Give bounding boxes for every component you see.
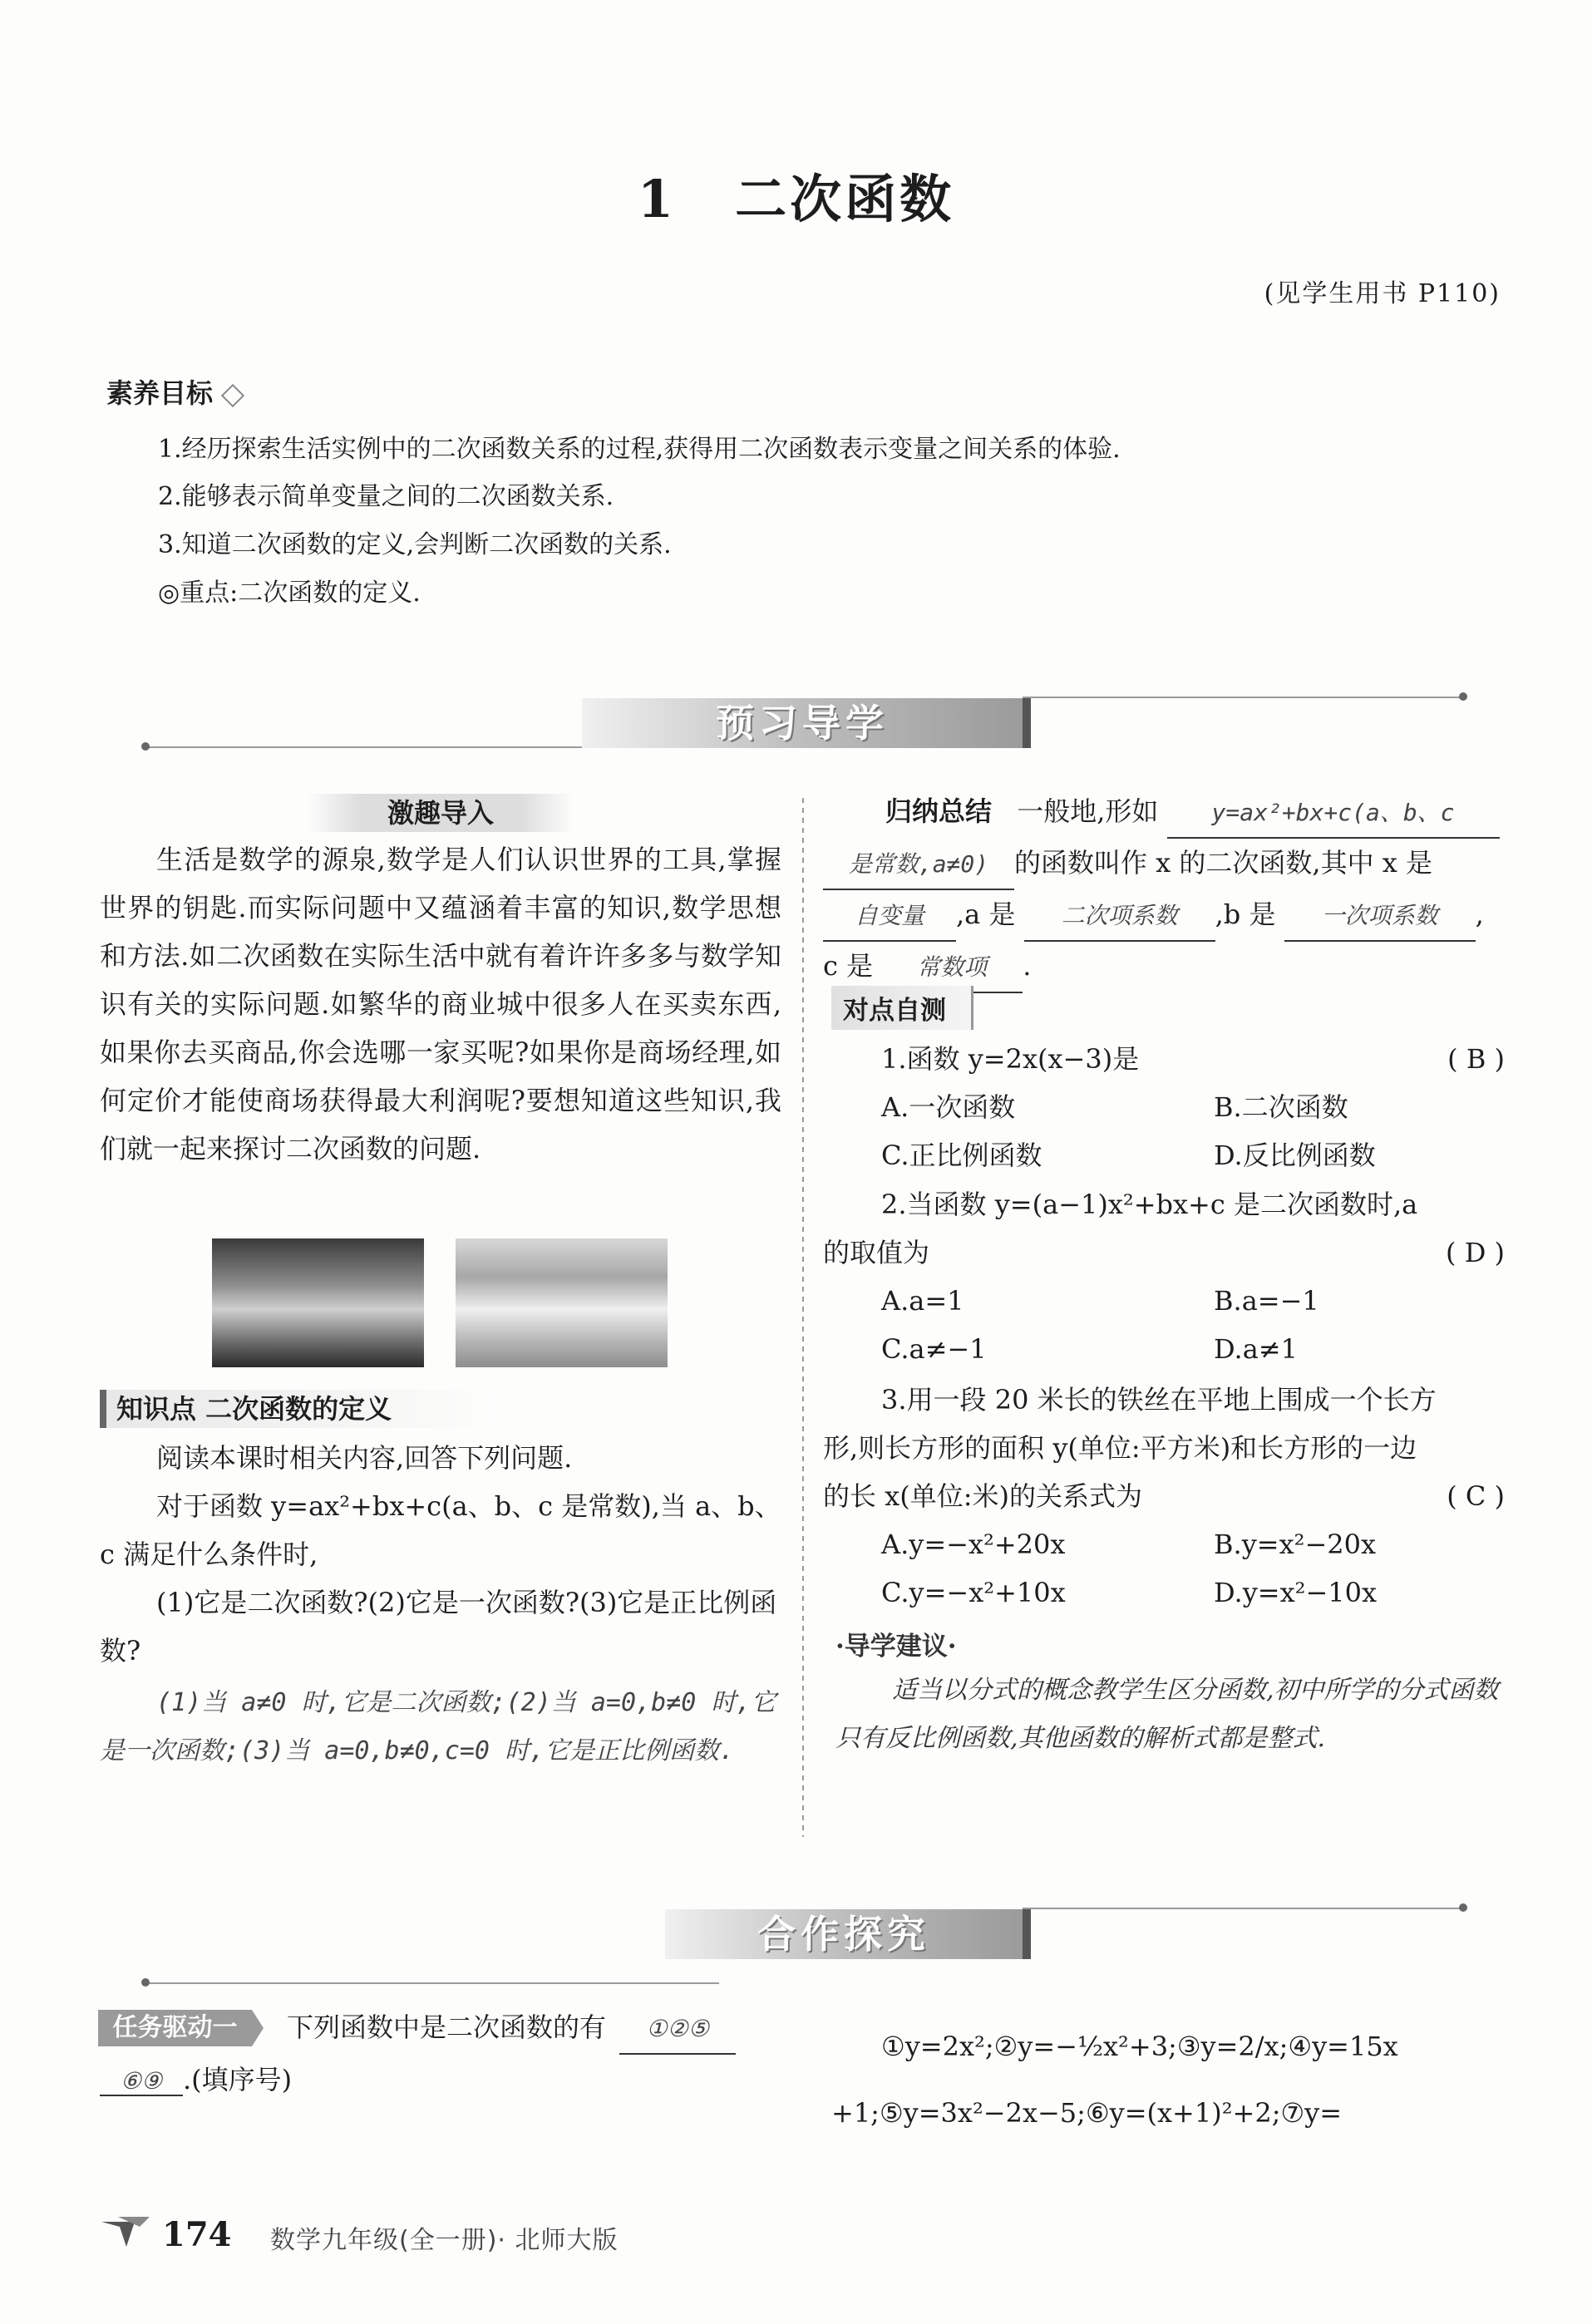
knowledge-heading: 知识点 二次函数的定义 [100, 1390, 499, 1428]
question-1 [823, 1035, 1505, 1179]
option: A.y=−x²+20x [881, 1529, 1066, 1560]
option: B.二次函数 [1214, 1091, 1348, 1123]
question-answer: ( D ) [1446, 1237, 1505, 1268]
banner-line-left [145, 1982, 719, 1984]
summary-heading: 归纳总结 [885, 795, 993, 827]
column-separator [802, 798, 804, 1837]
option: D.y=x²−10x [1214, 1577, 1378, 1608]
knowledge-line: (1)它是二次函数?(2)它是一次函数?(3)它是正比例函数? [100, 1587, 777, 1667]
option: A.一次函数 [881, 1091, 1016, 1123]
summary-text: c 是 [823, 950, 874, 982]
summary-blank: 自变量 [823, 892, 956, 942]
task-answer-blank: ⑥⑨ [100, 2067, 183, 2096]
task-answer-blank: ①②⑤ [619, 2005, 736, 2055]
summary-blank: 是常数,a≠0) [823, 840, 1014, 890]
knowledge-line: 对于函数 y=ax²+bx+c(a、b、c 是常数),当 a、b、c 满足什么条件时, [100, 1490, 781, 1570]
goals-heading-label: 素养目标 [106, 377, 214, 409]
explore-banner: 合作探究 [665, 1909, 1031, 1959]
banner-dot [1459, 1903, 1467, 1912]
goal-focus: ◎重点:二次函数的定义. [158, 579, 421, 608]
function-list [831, 2013, 1509, 2146]
question-stem: 1.函数 y=2x(x−3)是 [881, 1043, 1140, 1075]
selftest-heading: 对点自测 [831, 986, 973, 1030]
banner-dot [141, 1978, 150, 1987]
page-title [0, 158, 1592, 232]
goal-item: 3.知道二次函数的定义,会判断二次函数的关系. [158, 530, 672, 559]
option: D.反比例函数 [1214, 1140, 1376, 1171]
question-3 [823, 1376, 1505, 1617]
summary-text: 一般地,形如 [1017, 795, 1159, 827]
option: A.a=1 [881, 1285, 964, 1317]
mall-photo-left [212, 1238, 424, 1367]
question-stem: 3.用一段 20 米长的铁丝在平地上围成一个长方 [881, 1384, 1437, 1416]
question-answer: ( B ) [1447, 1043, 1505, 1075]
summary-blank: 常数项 [881, 943, 1023, 993]
knowledge-body [100, 1434, 781, 1675]
page-corner-icon [101, 2215, 151, 2248]
task-suffix: .(填序号) [183, 2064, 293, 2095]
summary-text: , [1475, 899, 1484, 930]
summary-text: ,a 是 [956, 899, 1016, 930]
banner-line-right [1023, 1908, 1463, 1909]
question-stem-cont: 的取值为 [823, 1237, 930, 1268]
option: C.a≠−1 [881, 1333, 987, 1365]
title-number: 1 [637, 169, 678, 229]
guide-text: 适当以分式的概念教学生区分函数,初中所学的分式函数只有反比例函数,其他函数的解析式都是整式. [835, 1676, 1499, 1753]
option: C.正比例函数 [881, 1140, 1042, 1171]
option: D.a≠1 [1214, 1333, 1298, 1365]
intro-heading: 激趣导入 [308, 794, 574, 832]
intro-paragraph: 生活是数学的源泉,数学是人们认识世界的工具,掌握世界的钥匙.而实际问题中又蕴涵着丰富的知识,数学思想和方法.如二次函数在实际生活中就有着许许多多与数学知识有关的实际问题.如繁华的商业城中很多人在买卖东西,如果你去买商品,你会选哪一家买呢?如果你是商场经理,如何定价才能使商场获得最大利润呢?要想知道这些知识,我们就一起来探讨二次函数的问题. [100, 844, 781, 1164]
option: B.y=x²−20x [1214, 1529, 1377, 1560]
task-tag: 任务驱动一 [98, 2010, 252, 2046]
question-stem: 2.当函数 y=(a−1)x²+bx+c 是二次函数时,a [881, 1189, 1418, 1220]
goal-item: 1.经历探索生活实例中的二次函数关系的过程,获得用二次函数表示变量之间关系的体验. [158, 435, 1121, 464]
diamond-icon [221, 383, 244, 406]
reference-note: (见学生用书 P110) [1264, 279, 1501, 308]
title-text: 二次函数 [735, 169, 955, 229]
banner-line-right [1023, 697, 1463, 698]
question-stem-cont: 形,则长方形的面积 y(单位:平方米)和长方形的一边 [823, 1432, 1417, 1464]
mall-photo-right [456, 1238, 668, 1367]
banner-dot [141, 742, 150, 751]
summary-blank: y=ax²+bx+c(a、b、c [1167, 789, 1500, 839]
question-answer: ( C ) [1447, 1480, 1505, 1512]
banner-dot [1459, 692, 1467, 701]
page-number: 174 [162, 2215, 232, 2254]
option: C.y=−x²+10x [881, 1577, 1066, 1608]
summary-text: . [1023, 950, 1032, 982]
summary-text: ,b 是 [1215, 899, 1276, 930]
summary-block [823, 787, 1505, 993]
goal-item: 2.能够表示简单变量之间的二次函数关系. [158, 482, 614, 511]
preview-banner: 预习导学 [582, 698, 1031, 748]
task-prompt [287, 2003, 736, 2055]
summary-text: 的函数叫作 x 的二次函数,其中 x 是 [1014, 847, 1432, 879]
summary-blank: 一次项系数 [1284, 892, 1476, 942]
option: B.a=−1 [1214, 1285, 1319, 1317]
guide-heading: ·导学建议· [835, 1632, 957, 1662]
goals-heading [106, 372, 241, 411]
task-prompt-line2 [100, 2059, 292, 2097]
question-2 [823, 1180, 1505, 1373]
knowledge-answer: (1)当 a≠0 时,它是二次函数;(2)当 a=0,b≠0 时,它是一次函数;(3)当 a=0,b≠0,c=0 时,它是正比例函数. [100, 1688, 776, 1765]
footer-book-title: 数学九年级(全一册)· 北师大版 [270, 2226, 619, 2255]
knowledge-line: 阅读本课时相关内容,回答下列问题. [156, 1442, 573, 1474]
summary-blank: 二次项系数 [1024, 892, 1215, 942]
task-text: 下列函数中是二次函数的有 [287, 2011, 607, 2043]
function-line: ①y=2x²;②y=−½x²+3;③y=2/x;④y=15x [881, 2031, 1398, 2062]
question-stem-cont: 的长 x(单位:米)的关系式为 [823, 1480, 1142, 1512]
function-line: +1;⑤y=3x²−2x−5;⑥y=(x+1)²+2;⑦y= [831, 2097, 1343, 2129]
